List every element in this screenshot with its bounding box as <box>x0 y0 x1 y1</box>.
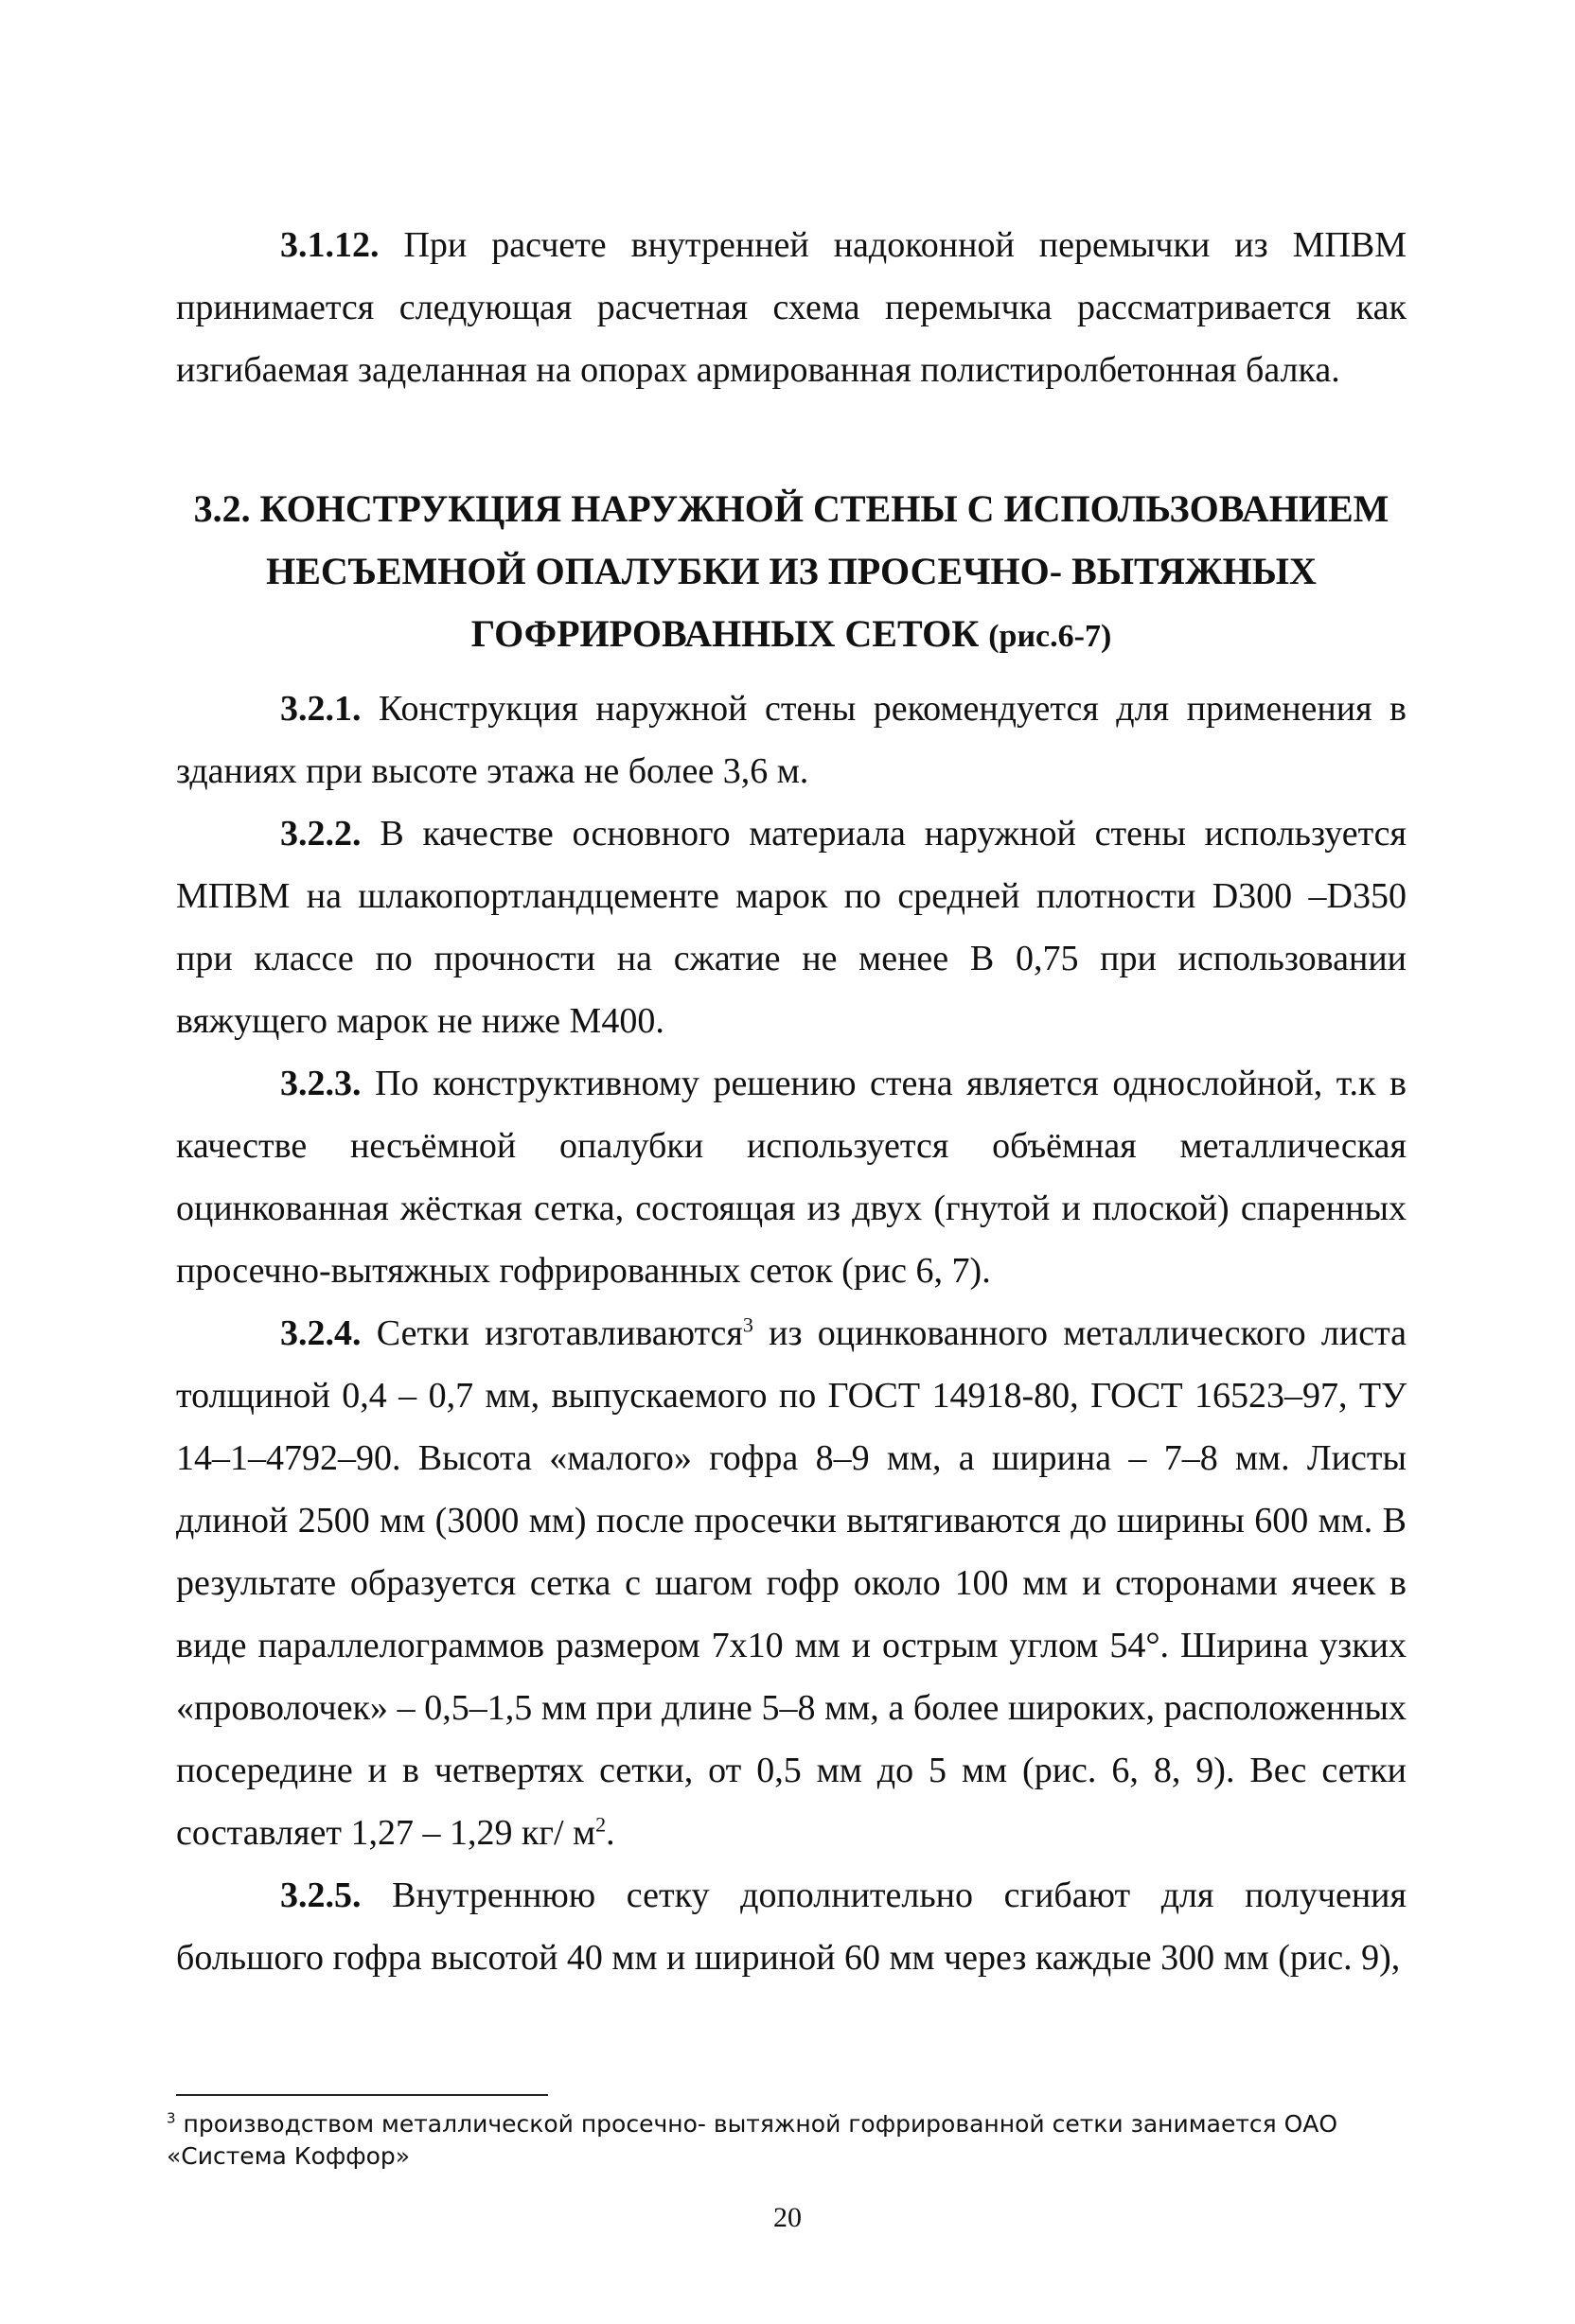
clause-text-end: . <box>606 1813 615 1853</box>
clause-text: По конструктивному решению стена является однослойной, т.к в качестве несъёмной опалубки используется объёмная металлическая оцинкованная жёсткая сетка, состоящая из двух (гнутой и плоской) спаренных просечно-вытяжных гофрированных сеток (рис 6, 7). <box>176 1064 1407 1291</box>
clause-number: 3.1.12. <box>280 225 380 265</box>
clause-number: 3.2.3. <box>280 1064 362 1103</box>
footnote-divider <box>176 2094 548 2096</box>
clause-text: Конструкция наружной стены рекомендуется для применения в зданиях при высоте этажа не более 3,6 м. <box>176 689 1407 791</box>
section-heading-3-2 <box>176 478 1407 668</box>
clause-3-2-5 <box>176 1864 1407 1989</box>
clause-number: 3.2.5. <box>280 1875 362 1915</box>
footnote-reference-mark: 3 <box>742 1312 753 1337</box>
clause-text: При расчете внутренней надоконной перемычки из МПВМ принимается следующая расчетная схема перемычка рассматривается как изгибаемая заделанная на опорах армированная полистиролбетонная балка. <box>176 225 1407 390</box>
section-body <box>176 678 1407 1989</box>
unit-exponent: 2 <box>595 1812 607 1837</box>
footnote <box>167 2108 1407 2173</box>
clause-3-2-2 <box>176 802 1407 1052</box>
clause-text-continued: из оцинкованного металлического листа толщиной 0,4 – 0,7 мм, выпускаемого по ГОСТ 14918-80, ГОСТ 16523–97, ТУ 14–1–4792–90. Высота «малого» гофра 8–9 мм, а ширина – 7–8 мм. Листы длиной 2500 мм (3000 мм) после просечки вытягиваются до ширины 600 мм. В результате образуется сетка с шагом гофр около 100 мм и сторонами ячеек в виде параллелограммов размером 7х10 мм и острым углом 54°. Ширина узких «проволочек» – 0,5–1,5 мм при длине 5–8 мм, а более широких, расположенных посередине и в четвертях сетки, от 0,5 мм до 5 мм (рис. 6, 8, 9). Вес сетки составляет 1,27 – 1,29 кг/ м <box>176 1313 1407 1853</box>
clause-3-1-12 <box>176 214 1407 401</box>
footnote-mark: 3 <box>167 2109 176 2127</box>
clause-text: Сетки изготавливаются <box>376 1313 743 1353</box>
clause-number: 3.2.1. <box>280 689 362 729</box>
footnote-text: производством металлической просечно- вытяжной гофрированной сетки занимается ОАО «Система Коффор» <box>167 2110 1338 2170</box>
clause-3-2-3 <box>176 1052 1407 1302</box>
section-figure-reference: (рис.6-7) <box>988 619 1112 654</box>
clause-3-2-4 <box>176 1302 1407 1864</box>
section-number: 3.2. <box>193 487 251 530</box>
clause-text: Внутреннюю сетку дополнительно сгибают для получения большого гофра высотой 40 мм и шириной 60 мм через каждые 300 мм (рис. 9), <box>176 1875 1407 1978</box>
clause-number: 3.2.2. <box>280 814 362 854</box>
clause-number: 3.2.4. <box>280 1313 362 1353</box>
clause-text: В качестве основного материала наружной стены используется МПВМ на шлакопортландцементе марок по средней плотности D300 –D350 при классе по прочности на сжатие не менее В 0,75 при использовании вяжущего марок не ниже М400. <box>176 814 1407 1041</box>
section-title: КОНСТРУКЦИЯ НАРУЖНОЙ СТЕНЫ С ИСПОЛЬЗОВАНИЕМ НЕСЪЕМНОЙ ОПАЛУБКИ ИЗ ПРОСЕЧНО- ВЫТЯЖНЫХ ГОФРИРОВАННЫХ СЕТОК <box>259 487 1389 655</box>
clause-3-2-1 <box>176 678 1407 802</box>
page-number: 20 <box>773 2202 802 2233</box>
